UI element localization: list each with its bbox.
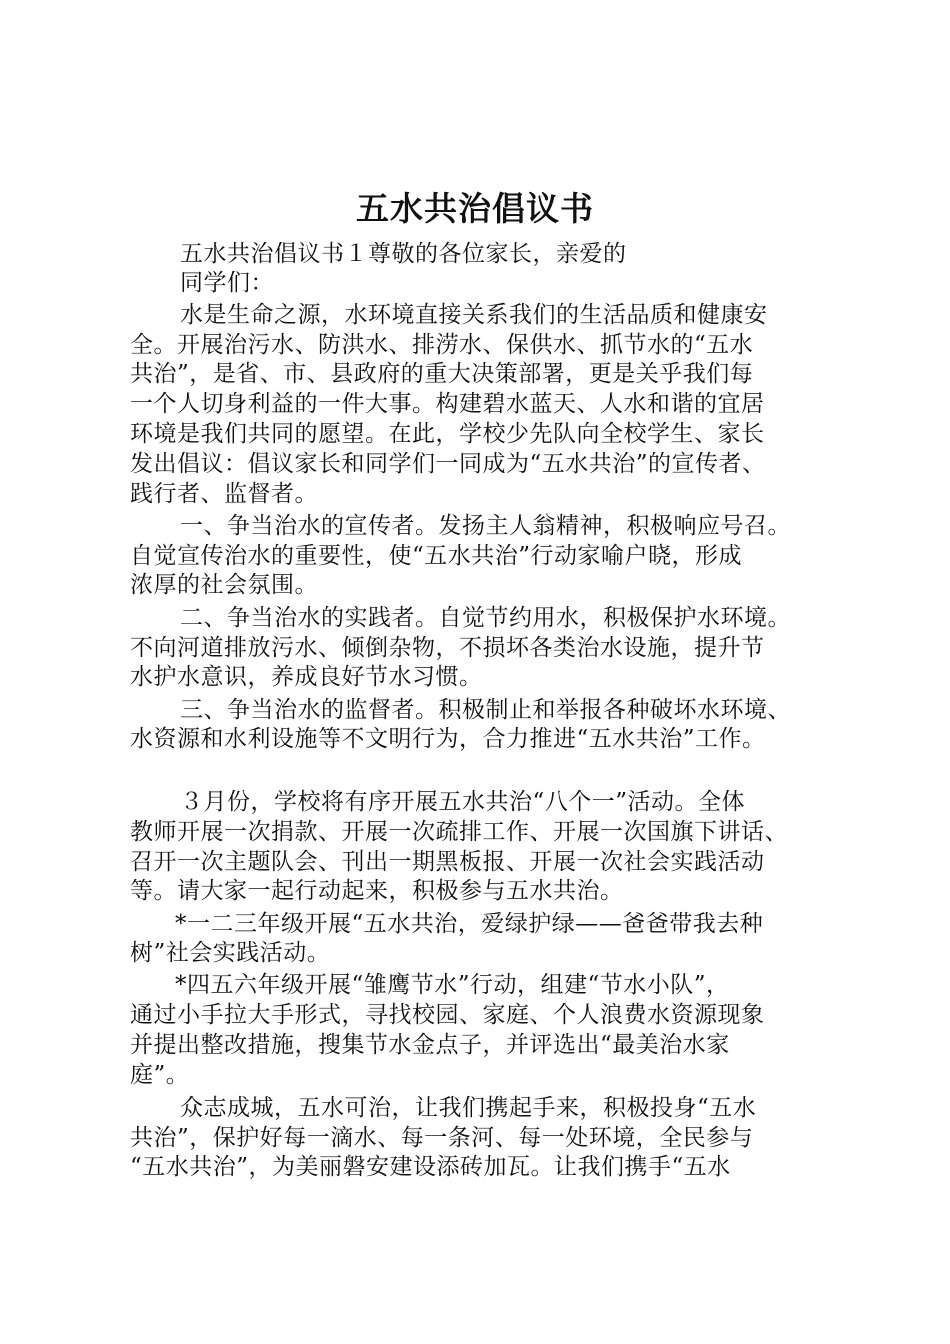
text-line: 一、争当治水的宣传者。发扬主人翁精神，积极响应号召。 <box>180 513 791 539</box>
text-line: 全。开展治污水、防洪水、排涝水、保供水、抓节水的“五水 <box>130 332 754 358</box>
text-line: 通过小手拉大手形式，寻找校园、家庭、个人浪费水资源现象 <box>130 1002 765 1028</box>
text-line: 一个人切身利益的一件大事。构建碧水蓝天、人水和谐的宜居 <box>130 391 765 417</box>
text-line: 教师开展一次捐款、开展一次疏排工作、开展一次国旗下讲话、 <box>130 819 788 845</box>
text-line: 水资源和水利设施等不文明行为，合力推进“五水共治”工作。 <box>130 726 766 752</box>
text-line: *一二三年级开展“五水共治，爱绿护绿——爸爸带我去种 <box>175 911 764 937</box>
text-line: 环境是我们共同的愿望。在此，学校少先队向全校学生、家长 <box>130 421 765 447</box>
text-line: 水护水意识，养成良好节水习惯。 <box>130 664 483 690</box>
document-title: 五水共治倡议书 <box>356 189 594 228</box>
text-line: 共治”，保护好每一滴水、每一条河、每一处环境，全民参与 <box>130 1125 754 1151</box>
text-line: 同学们： <box>180 270 274 296</box>
text-line: 共治”，是省、市、县政府的重大决策部署，更是关乎我们每 <box>130 361 754 387</box>
text-line: 浓厚的社会氛围。 <box>130 572 318 598</box>
text-line: 发出倡议：倡议家长和同学们一同成为“五水共治”的宣传者、 <box>130 451 766 477</box>
text-line: 二、争当治水的实践者。自觉节约用水，积极保护水环境。 <box>180 605 791 631</box>
text-line: 召开一次主题队会、刊出一期黑板报、开展一次社会实践活动 <box>130 849 765 875</box>
text-line: 自觉宣传治水的重要性，使“五水共治”行动家喻户晓，形成 <box>130 543 743 569</box>
text-line: ３月份，学校将有序开展五水共治“八个一”活动。全体 <box>180 789 746 815</box>
text-line: 众志成城，五水可治，让我们携起手来，积极投身“五水 <box>180 1095 757 1121</box>
text-line: 五水共治倡议书１尊敬的各位家长，亲爱的 <box>180 241 627 267</box>
text-line: 践行者、监督者。 <box>130 481 318 507</box>
text-line: 三、争当治水的监督者。积极制止和举报各种破坏水环境、 <box>180 697 791 723</box>
text-line: *四五六年级开展“雏鹰节水”行动，组建“节水小队”， <box>175 972 730 998</box>
text-line: 庭”。 <box>130 1062 190 1088</box>
text-line: “五水共治”，为美丽磐安建设添砖加瓦。让我们携手“五水 <box>130 1154 731 1180</box>
text-line: 水是生命之源，水环境直接关系我们的生活品质和健康安 <box>180 302 768 328</box>
text-line: 等。请大家一起行动起来，积极参与五水共治。 <box>130 878 624 904</box>
text-line: 树”社会实践活动。 <box>130 940 331 966</box>
text-line: 不向河道排放污水、倾倒杂物，不损坏各类治水设施，提升节 <box>130 635 765 661</box>
text-line: 并提出整改措施，搜集节水金点子，并评选出“最美治水家 <box>130 1032 730 1058</box>
